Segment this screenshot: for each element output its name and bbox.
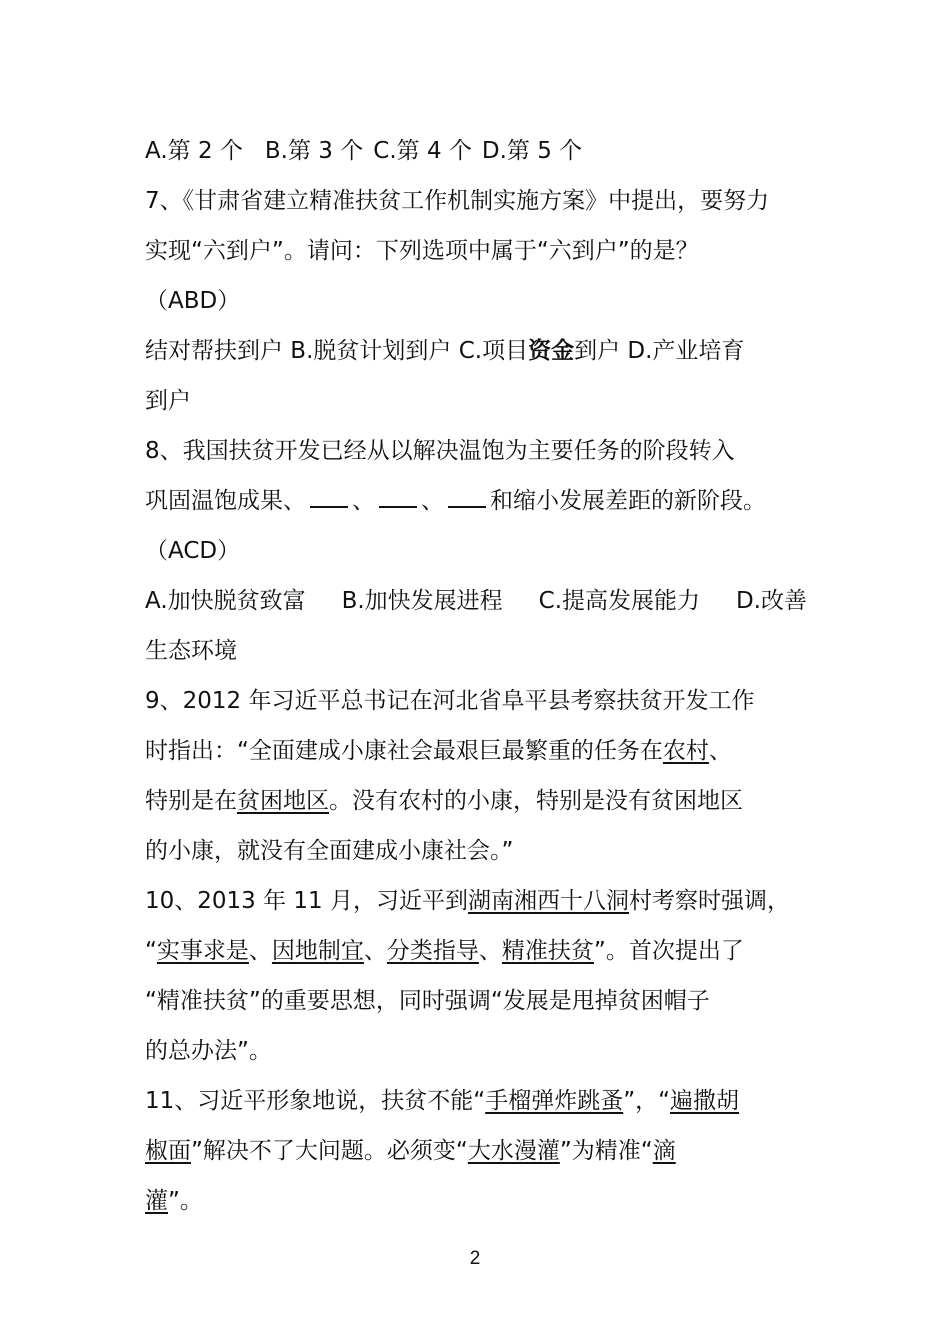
q10-underlined-village: 湖南湘西十八洞	[468, 888, 629, 914]
q11-line-3-post: ”。	[168, 1188, 203, 1214]
q11-underlined-drip-2: 灌	[145, 1188, 168, 1214]
q10-line-1	[145, 876, 807, 926]
q11-underlined-flood: 大水漫灌	[467, 1138, 560, 1164]
page-number: 2	[469, 1248, 481, 1269]
q8-option-c: C.提高发展能力	[538, 588, 701, 614]
q10-underlined-4: 精准扶贫	[501, 938, 594, 964]
q7-options-text-post: 到户 D.产业培育	[574, 338, 745, 364]
q9-line-4: 的小康，就没有全面建成小康社会。”	[145, 838, 514, 864]
q11-line-2	[145, 1126, 807, 1176]
q8-answer: （ACD）	[145, 538, 241, 564]
q6-options	[145, 126, 807, 176]
q10-quote-open: “	[145, 938, 157, 964]
q10-sep-2: 、	[363, 938, 387, 964]
q9-line-2	[145, 726, 807, 776]
q11-underlined-grenade: 手榴弹炸跳蚤	[485, 1088, 624, 1114]
q6-option-d: D.第 5 个	[481, 138, 583, 164]
q9-line-3-post: 。没有农村的小康，特别是没有贫困地区	[329, 788, 743, 814]
q8-option-b: B.加快发展进程	[341, 588, 503, 614]
q10-line-2-post: ”。首次提出了	[593, 938, 744, 964]
q10-line-3: “精准扶贫”的重要思想，同时强调“发展是甩掉贫困帽子	[145, 988, 710, 1014]
q9-line-2-post: 、	[708, 738, 732, 764]
q11-line-1-pre: 11、习近平形象地说，扶贫不能“	[145, 1088, 486, 1114]
q9-underlined-poor-areas: 贫困地区	[237, 788, 329, 814]
q8-sep-1: 、	[352, 488, 375, 514]
q10-sep-3: 、	[478, 938, 502, 964]
q8-option-d: D.改善	[735, 588, 807, 614]
q10-line-1-post: 村考察时强调，	[629, 888, 790, 914]
q8-line-2	[145, 476, 807, 526]
q10-line-2	[145, 926, 807, 976]
q7-options-line-2: 到户	[145, 388, 191, 414]
q11-line-3	[145, 1176, 807, 1226]
q8-option-a: A.加快脱贫致富	[145, 588, 306, 614]
q11-line-2-mid2: ”为精准“	[559, 1138, 653, 1164]
q7-line-1: 7、《甘肃省建立精准扶贫工作机制实施方案》中提出，要努力	[145, 188, 770, 214]
q7-options-line-1	[145, 326, 807, 376]
q6-option-a: A.第 2 个	[145, 138, 243, 164]
q10-sep-1: 、	[248, 938, 272, 964]
q7-answer: （ABD）	[145, 288, 241, 314]
blank-2	[379, 486, 417, 508]
q6-option-c: C.第 4 个	[373, 138, 472, 164]
q8-line-2-pre: 巩固温饱成果、	[145, 488, 306, 514]
q11-underlined-drip-1: 滴	[652, 1138, 676, 1164]
q9-line-2-pre: 时指出：“全面建成小康社会最艰巨最繁重的任务在	[145, 738, 663, 764]
q8-sep-2: 、	[421, 488, 444, 514]
q10-line-1-pre: 10、2013 年 11 月，习近平到	[145, 888, 468, 914]
q8-line-2-post: 和缩小发展差距的新阶段。	[490, 488, 766, 514]
q8-options	[145, 576, 807, 626]
q10-line-4: 的总办法”。	[145, 1038, 272, 1064]
document-body	[145, 126, 807, 1226]
q11-line-1-mid: ”，“	[623, 1088, 671, 1114]
q10-underlined-2: 因地制宜	[271, 938, 364, 964]
blank-3	[448, 486, 486, 508]
q9-line-1: 9、2012 年习近平总书记在河北省阜平县考察扶贫开发工作	[145, 688, 755, 714]
q11-line-2-mid: ”解决不了大问题。必须变“	[191, 1138, 468, 1164]
blank-1	[310, 486, 348, 508]
q6-option-b: B.第 3 个	[264, 138, 364, 164]
q9-underlined-rural: 农村	[662, 738, 709, 764]
q7-options-text: 结对帮扶到户 B.脱贫计划到户 C.项目	[145, 338, 529, 364]
q11-underlined-pepper-1: 遍撒胡	[670, 1088, 740, 1114]
q11-line-1	[145, 1076, 807, 1126]
q8-line-1: 8、我国扶贫开发已经从以解决温饱为主要任务的阶段转入	[145, 438, 735, 464]
q7-line-2: 实现“六到户”。请问：下列选项中属于“六到户”的是？	[145, 238, 699, 264]
q9-line-3	[145, 776, 807, 826]
q11-underlined-pepper-2: 椒面	[145, 1138, 191, 1164]
q9-line-3-pre: 特别是在	[145, 788, 237, 814]
q10-underlined-3: 分类指导	[386, 938, 479, 964]
q8-option-d-cont: 生态环境	[145, 638, 237, 664]
q7-options-bold-text: 资金	[528, 338, 575, 364]
q10-underlined-1: 实事求是	[156, 938, 249, 964]
